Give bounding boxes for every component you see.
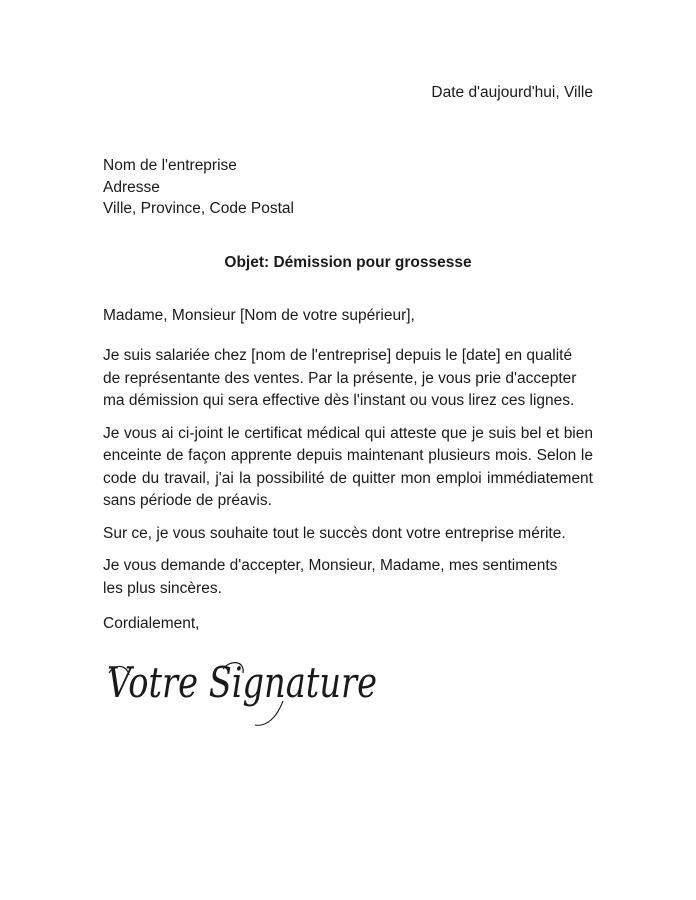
body-paragraph-2: Je vous ai ci-joint le certificat médical qui atteste que je suis bel et bien enceinte de façon apprente depuis maintenant plusieurs mois. Selon le code du travail, j'ai la possibilité de quitter mon emploi immédiatement sans période de préavis. xyxy=(103,424,593,509)
letter-salutation: Madame, Monsieur [Nom de votre supérieur], xyxy=(103,307,415,324)
svg-text:Votre Signature: Votre Signature xyxy=(107,658,377,707)
letter-closing: Cordialement, xyxy=(103,615,200,632)
recipient-company: Nom de l'entreprise xyxy=(103,157,237,174)
signature-drawing xyxy=(105,655,395,735)
letter-body xyxy=(103,345,593,610)
letter-subject: Objet: Démission pour grossesse xyxy=(224,254,472,271)
recipient-city-line: Ville, Province, Code Postal xyxy=(103,200,294,217)
recipient-address: Adresse xyxy=(103,178,160,196)
body-paragraph-3: Sur ce, je vous souhaite tout le succès dont votre entreprise mérite. xyxy=(103,524,566,542)
recipient-block xyxy=(103,155,294,220)
date-place-line: Date d'aujourd'hui, Ville xyxy=(431,84,593,101)
handwritten-signature xyxy=(105,655,395,735)
body-paragraph-1: Je suis salariée chez [nom de l'entreprise] depuis le [date] en qualité de représentante des ventes. Par la présente, je vous prie d'accepter ma démission qui sera effective dès l'instant ou vous lirez ces lignes. xyxy=(103,347,577,409)
body-paragraph-4: Je vous demande d'accepter, Monsieur, Madame, mes sentiments les plus sincères. xyxy=(103,557,558,597)
